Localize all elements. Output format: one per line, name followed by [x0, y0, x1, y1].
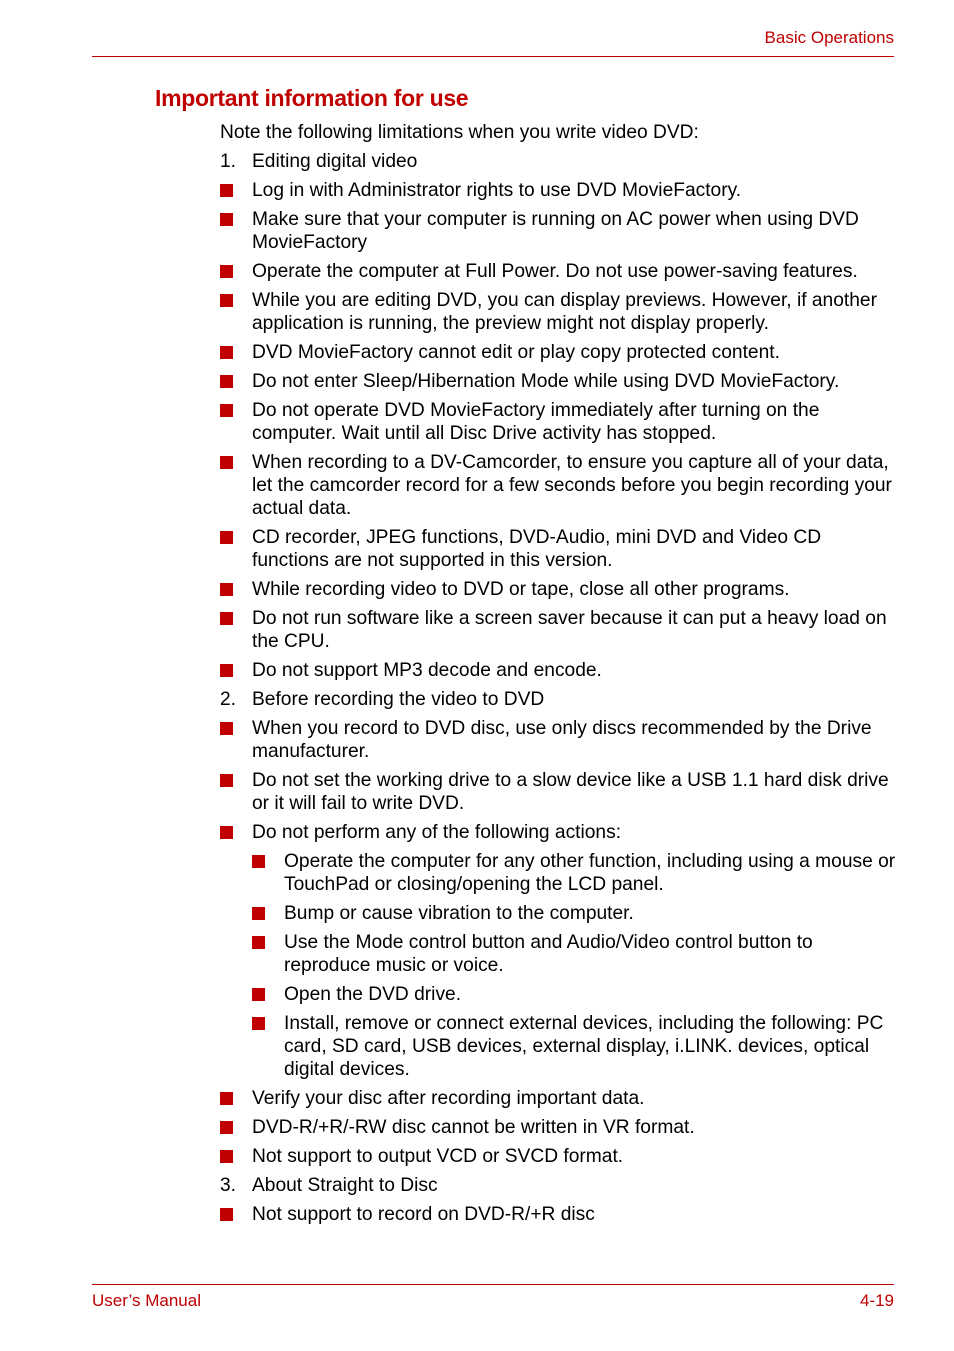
item-number: 3. [220, 1175, 237, 1196]
bullet-item [220, 260, 900, 283]
bullet-item [220, 578, 900, 601]
item-text: While recording video to DVD or tape, close all other programs. [252, 579, 790, 600]
square-bullet-shape [220, 1208, 233, 1221]
bullet-item [220, 208, 900, 254]
square-bullet-icon [252, 902, 284, 926]
bullet-item [220, 451, 900, 520]
square-bullet-icon [220, 607, 252, 631]
square-bullet-icon [220, 260, 252, 284]
square-bullet-shape [252, 936, 265, 949]
square-bullet-icon [220, 399, 252, 423]
bullet-item [220, 289, 900, 335]
intro-paragraph: Note the following limitations when you write video DVD: [220, 122, 699, 143]
square-bullet-icon [220, 1087, 252, 1111]
item-text: When you record to DVD disc, use only discs recommended by the Drive manufacturer. [252, 718, 872, 762]
item-number: 2. [220, 689, 237, 710]
sub-bullet-item [252, 902, 900, 925]
item-text: Not support to record on DVD-R/+R disc [252, 1204, 595, 1225]
header-rule [92, 56, 894, 57]
square-bullet-icon [220, 370, 252, 394]
sub-bullet-item [252, 931, 900, 977]
item-text: Do not set the working drive to a slow device like a USB 1.1 hard disk drive or it will fail to write DVD. [252, 770, 889, 814]
running-header: Basic Operations [764, 28, 894, 47]
page-number: 4-19 [859, 1291, 894, 1310]
item-text: Do not perform any of the following actions: [252, 822, 622, 843]
square-bullet-icon [252, 1012, 284, 1036]
square-bullet-shape [220, 213, 233, 226]
bullet-item [220, 179, 900, 202]
footer-manual-title: User’s Manual [92, 1291, 201, 1310]
item-text: DVD-R/+R/-RW disc cannot be written in VR format. [252, 1117, 695, 1138]
square-bullet-shape [220, 774, 233, 787]
square-bullet-icon [220, 208, 252, 232]
bullet-item [220, 526, 900, 572]
item-text: Install, remove or connect external devices, including the following: PC card, SD card, USB devices, external display, i.LINK. devices, optical digital devices. [284, 1013, 884, 1080]
bullet-item [220, 1203, 900, 1226]
square-bullet-icon [220, 526, 252, 550]
square-bullet-icon [220, 769, 252, 793]
square-bullet-icon [220, 341, 252, 365]
section-heading: Important information for use [155, 85, 469, 111]
square-bullet-icon [220, 451, 252, 475]
square-bullet-icon [220, 821, 252, 845]
item-text: Do not enter Sleep/Hibernation Mode while using DVD MovieFactory. [252, 371, 840, 392]
item-text: CD recorder, JPEG functions, DVD-Audio, mini DVD and Video CD functions are not supported in this version. [252, 527, 822, 571]
square-bullet-icon [220, 578, 252, 602]
bullet-item [220, 341, 900, 364]
bullet-item [220, 717, 900, 763]
item-text: Bump or cause vibration to the computer. [284, 903, 634, 924]
bullet-item [220, 1116, 900, 1139]
square-bullet-shape [252, 988, 265, 1001]
bullet-item [220, 399, 900, 445]
item-text: When recording to a DV-Camcorder, to ensure you capture all of your data, let the camcorder record for a few seconds before you begin recording your actual data. [252, 452, 892, 519]
item-text: Not support to output VCD or SVCD format. [252, 1146, 624, 1167]
item-text: Operate the computer for any other function, including using a mouse or TouchPad or closing/opening the LCD panel. [284, 851, 896, 895]
square-bullet-icon [220, 1145, 252, 1169]
square-bullet-shape [220, 1150, 233, 1163]
square-bullet-shape [252, 907, 265, 920]
item-text: Use the Mode control button and Audio/Video control button to reproduce music or voice. [284, 932, 813, 976]
square-bullet-shape [252, 1017, 265, 1030]
square-bullet-shape [220, 184, 233, 197]
square-bullet-shape [220, 265, 233, 278]
numbered-item [220, 1174, 900, 1197]
square-bullet-icon [220, 1203, 252, 1227]
item-text: Make sure that your computer is running on AC power when using DVD MovieFactory [252, 209, 859, 253]
bullet-item [220, 1145, 900, 1168]
sub-bullet-item [252, 850, 900, 896]
item-text: Do not support MP3 decode and encode. [252, 660, 602, 681]
bullet-item [220, 769, 900, 815]
numbered-item [220, 688, 900, 711]
square-bullet-shape [220, 375, 233, 388]
square-bullet-shape [220, 826, 233, 839]
square-bullet-shape [220, 294, 233, 307]
square-bullet-shape [220, 664, 233, 677]
item-text: DVD MovieFactory cannot edit or play copy protected content. [252, 342, 780, 363]
item-text: Editing digital video [252, 151, 418, 172]
item-text: While you are editing DVD, you can display previews. However, if another application is running, the preview might not display properly. [252, 290, 877, 334]
bullet-item [220, 1087, 900, 1110]
item-number: 1. [220, 151, 237, 172]
bullet-item [220, 659, 900, 682]
bullet-item [220, 607, 900, 653]
square-bullet-icon [220, 289, 252, 313]
footer-rule [92, 1284, 894, 1285]
sub-bullet-item [252, 1012, 900, 1081]
square-bullet-shape [220, 583, 233, 596]
square-bullet-shape [220, 1092, 233, 1105]
square-bullet-icon [252, 931, 284, 955]
square-bullet-icon [220, 179, 252, 203]
square-bullet-icon [252, 850, 284, 874]
item-text: Before recording the video to DVD [252, 689, 545, 710]
square-bullet-icon [252, 983, 284, 1007]
numbered-item [220, 150, 900, 173]
square-bullet-shape [220, 1121, 233, 1134]
square-bullet-icon [220, 659, 252, 683]
item-text: Log in with Administrator rights to use DVD MovieFactory. [252, 180, 742, 201]
square-bullet-icon [220, 1116, 252, 1140]
item-text: About Straight to Disc [252, 1175, 438, 1196]
square-bullet-shape [220, 404, 233, 417]
square-bullet-shape [220, 722, 233, 735]
item-text: Verify your disc after recording important data. [252, 1088, 645, 1109]
item-text: Do not operate DVD MovieFactory immediately after turning on the computer. Wait until all Disc Drive activity has stopped. [252, 400, 820, 444]
bullet-item [220, 821, 900, 844]
square-bullet-shape [220, 346, 233, 359]
bullet-item [220, 370, 900, 393]
limitations-list [220, 150, 900, 1226]
page-body [220, 121, 900, 1232]
item-text: Operate the computer at Full Power. Do not use power-saving features. [252, 261, 858, 282]
square-bullet-shape [220, 531, 233, 544]
square-bullet-shape [220, 612, 233, 625]
sub-bullet-item [252, 983, 900, 1006]
square-bullet-icon [220, 717, 252, 741]
item-text: Open the DVD drive. [284, 984, 462, 1005]
item-text: Do not run software like a screen saver because it can put a heavy load on the CPU. [252, 608, 887, 652]
square-bullet-shape [252, 855, 265, 868]
square-bullet-shape [220, 456, 233, 469]
